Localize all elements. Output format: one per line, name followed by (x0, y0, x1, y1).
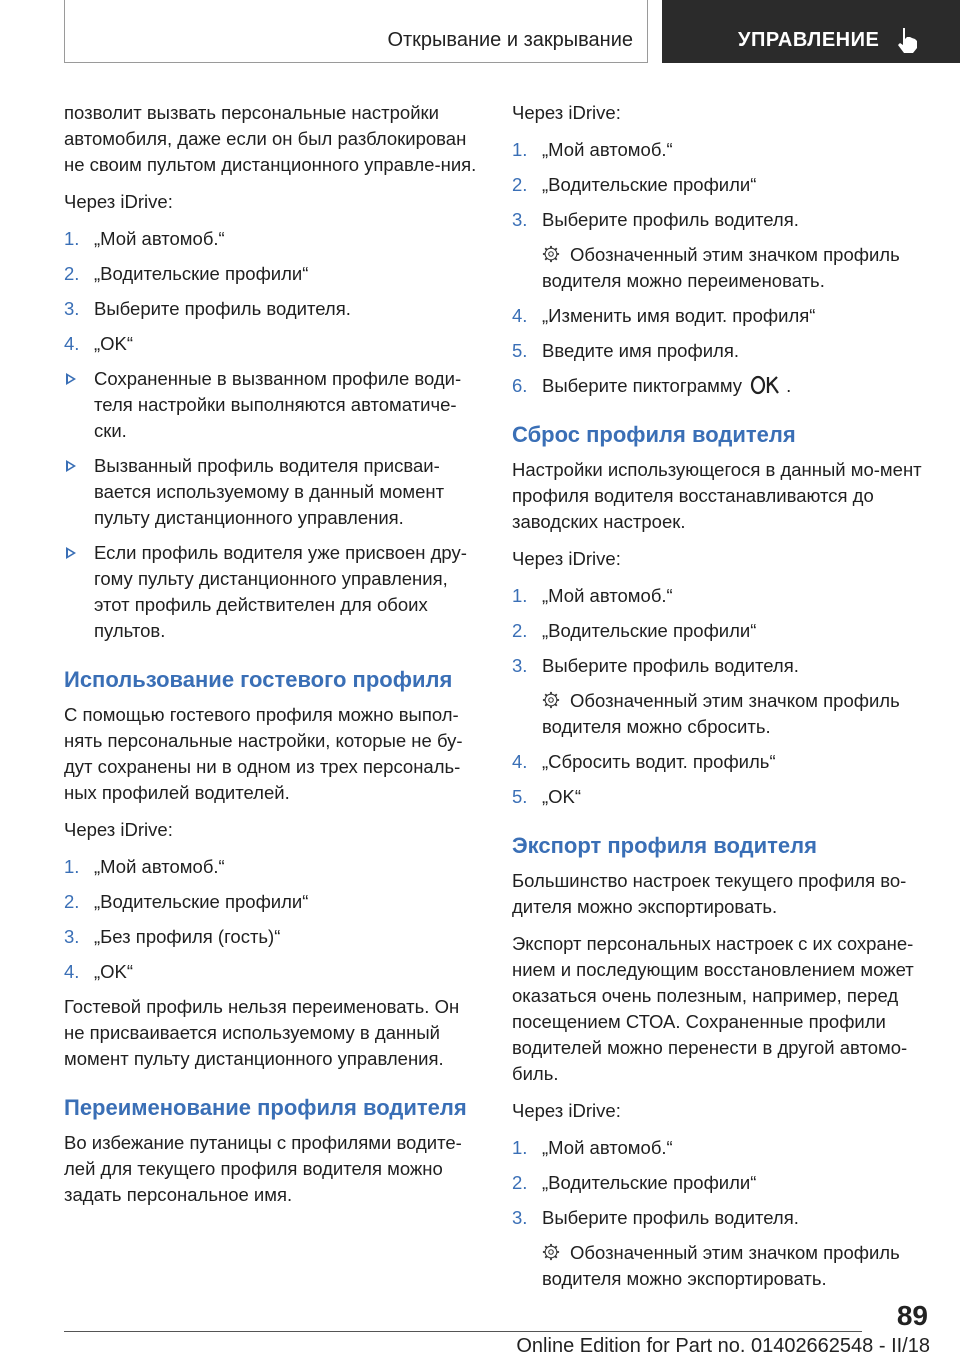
list-item: 3. Выберите профиль водителя. (64, 298, 351, 319)
heading-reset-profile: Сброс профиля водителя (512, 422, 796, 447)
list-item: 1. „Мой автомоб.“ (512, 1137, 673, 1158)
gear-icon (542, 691, 560, 709)
idrive-label: Через iDrive: (512, 1100, 621, 1121)
list-item: 2. „Водительские профили“ (64, 263, 309, 284)
list-item: 4. „Изменить имя водит. профиля“ (512, 305, 816, 326)
idrive-label: Через iDrive: (512, 548, 621, 569)
list-item: 2. „Водительские профили“ (512, 174, 757, 195)
idrive-label: Через iDrive: (64, 191, 173, 212)
triangle-bullet-icon (66, 547, 76, 559)
list-item: 6. Выберите пиктограмму . (512, 375, 792, 396)
list-item: 1. „Мой автомоб.“ (64, 228, 225, 249)
footer-edition: Online Edition for Part no. 01402662548 - II/18 (516, 1335, 930, 1357)
list-item: 4. „Сбросить водит. профиль“ (512, 751, 776, 772)
bullet-list (64, 366, 480, 644)
running-header-chapter (662, 0, 960, 63)
running-header-section (64, 0, 648, 63)
list-item: 1. „Мой автомоб.“ (512, 139, 673, 160)
left-column (64, 100, 480, 1219)
guest-paragraph: С помощью гостевого профиля можно выпол-нять персональные настройки, которые не бу-дут сохранены ни в одном из трех персональ-ных профилей водителей. (64, 704, 463, 803)
step-list (512, 1135, 932, 1231)
list-item: 3. Выберите профиль водителя. (512, 655, 799, 676)
section-title: Открывание и закрывание (387, 29, 633, 51)
step-list (512, 749, 932, 810)
step-note: Обозначенный этим значком профиль водителя можно переименовать. (542, 244, 900, 291)
chapter-title: УПРАВЛЕНИЕ (738, 29, 880, 51)
step-list (512, 583, 932, 679)
triangle-bullet-icon (66, 373, 76, 385)
list-item: Вызванный профиль водителя присваи-вается используемому в данный момент пульту дистанционного управления. (64, 453, 480, 531)
step-note: Обозначенный этим значком профиль водителя можно экспортировать. (542, 1242, 900, 1289)
guest-note: Гостевой профиль нельзя переименовать. Он не присваивается используемому в данный момент пульту дистанционного управления. (64, 996, 460, 1069)
rename-paragraph: Во избежание путаницы с профилями водите-лей для текущего профиля водителя можно задать персональное имя. (64, 1132, 462, 1205)
list-item: 1. „Мой автомоб.“ (512, 585, 673, 606)
list-item: 3. „Без профиля (гость)“ (64, 926, 281, 947)
step-list (64, 226, 480, 357)
step-list (64, 854, 480, 985)
list-item: 5. Введите имя профиля. (512, 340, 739, 361)
list-item: Сохраненные в вызванном профиле води-теля настройки выполняются автоматиче-ски. (64, 366, 480, 444)
footer-divider (64, 1331, 862, 1332)
gear-icon (542, 1243, 560, 1261)
list-item: 2. „Водительские профили“ (64, 891, 309, 912)
list-item: 5. „OK“ (512, 786, 582, 807)
step-list (512, 303, 932, 399)
export-paragraph-1: Большинство настроек текущего профиля во-дителя можно экспортировать. (512, 870, 907, 917)
step-list (512, 137, 932, 233)
heading-export-profile: Экспорт профиля водителя (512, 833, 817, 858)
list-item: 2. „Водительские профили“ (512, 620, 757, 641)
export-paragraph-2: Экспорт персональных настроек с их сохране-нием и последующим восстановлением может оказаться очень полезным, например, перед посещением СТОА. Сохраненные профили водителей можно перенести в другой автомо-биль. (512, 933, 914, 1084)
right-column (512, 100, 932, 1301)
ok-icon (750, 375, 780, 395)
list-item: 2. „Водительские профили“ (512, 1172, 757, 1193)
idrive-label: Через iDrive: (64, 819, 173, 840)
heading-rename-profile: Переименование профиля водителя (64, 1095, 467, 1120)
reset-paragraph: Настройки использующегося в данный мо-мент профиля водителя восстанавливаются до заводских настроек. (512, 459, 922, 532)
list-item: 4. „OK“ (64, 961, 134, 982)
hand-touch-icon (894, 26, 920, 54)
gear-icon (542, 245, 560, 263)
triangle-bullet-icon (66, 460, 76, 472)
list-item: 3. Выберите профиль водителя. (512, 209, 799, 230)
list-item: 1. „Мой автомоб.“ (64, 856, 225, 877)
step-note: Обозначенный этим значком профиль водителя можно сбросить. (542, 690, 900, 737)
list-item: Если профиль водителя уже присвоен дру-гому пульту дистанционного управления, этот профиль действителен для обоих пультов. (64, 540, 480, 644)
idrive-label: Через iDrive: (512, 102, 621, 123)
heading-guest-profile: Использование гостевого профиля (64, 667, 453, 692)
list-item: 3. Выберите профиль водителя. (512, 1207, 799, 1228)
page-number: 89 (896, 1300, 928, 1331)
list-item: 4. „OK“ (64, 333, 134, 354)
intro-paragraph: позволит вызвать персональные настройки автомобиля, даже если он был разблокирован не своим пультом дистанционного управле-ния. (64, 102, 477, 175)
